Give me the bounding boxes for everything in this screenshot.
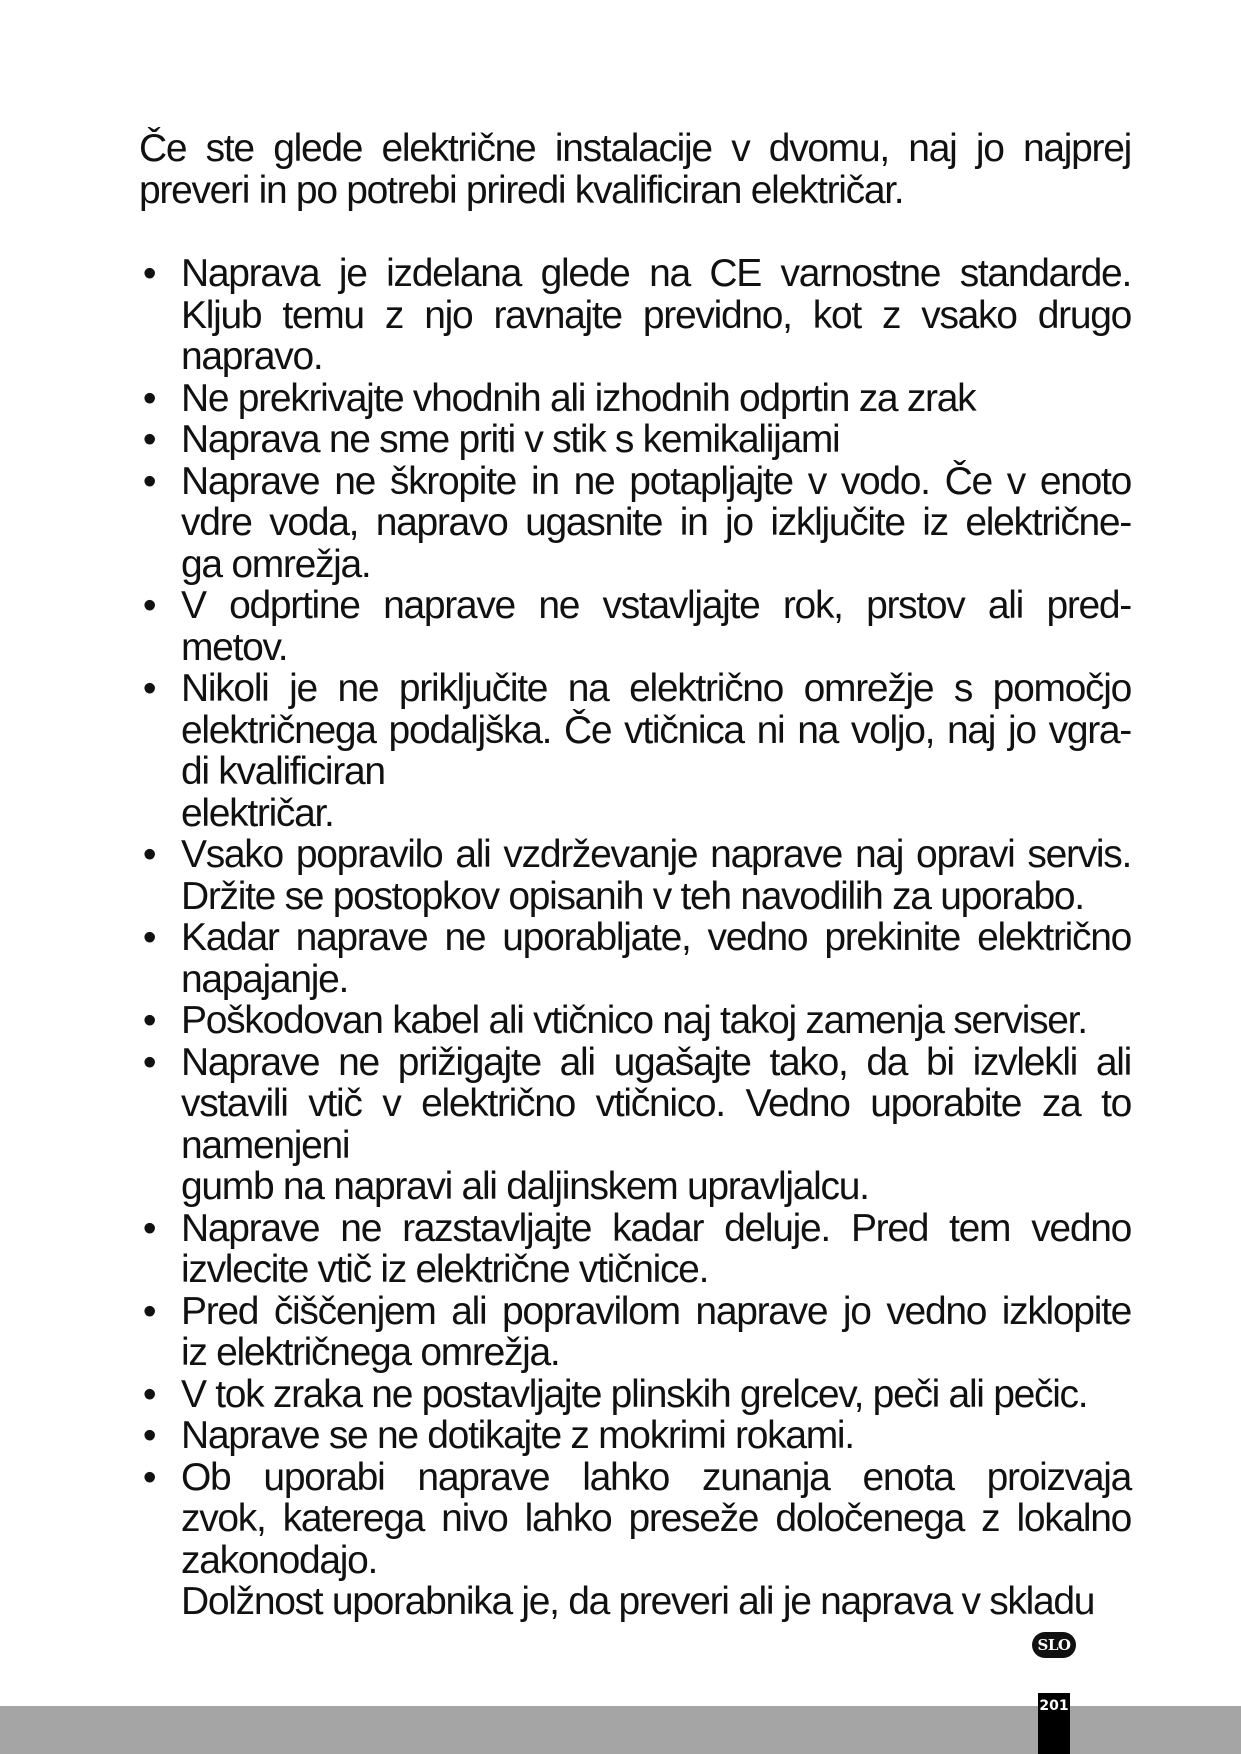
safety-item-line: vdre voda, napravo ugasnite in jo izključite iz električne-: [181, 501, 1131, 544]
safety-item-line: Naprava je izdelana glede na CE varnostne standarde.: [181, 252, 1131, 295]
safety-item-line: Nikoli je ne priključite na električno omrežje s pomočjo: [181, 667, 1131, 710]
safety-item: [139, 585, 1131, 668]
safety-item-line: Naprave ne prižigajte ali ugašajte tako, da bi izvlekli ali: [181, 1040, 1131, 1084]
bullet-icon: •: [142, 1372, 156, 1416]
safety-item-line: Ob uporabi naprave lahko zunanja enota proizvaja: [181, 1455, 1131, 1499]
safety-item-line: metov.: [181, 625, 288, 669]
safety-item-line: gumb na napravi ali daljinskem upravljalcu.: [181, 1165, 869, 1208]
bullet-icon: •: [142, 833, 156, 876]
bullet-icon: •: [142, 376, 156, 420]
page-content: [139, 128, 1131, 1623]
bullet-icon: •: [142, 418, 156, 461]
bullet-icon: •: [142, 999, 156, 1042]
safety-item-line: napravo.: [181, 335, 323, 378]
safety-item-line: Kljub temu z njo ravnajte previdno, kot z vsako drugo: [181, 293, 1131, 337]
safety-item-line: Vsako popravilo ali vzdrževanje naprave naj opravi servis.: [181, 833, 1131, 876]
bullet-icon: •: [142, 459, 156, 503]
intro-paragraph: [139, 128, 1131, 211]
safety-item-line: električnega podaljška. Če vtičnica ni na voljo, naj jo vgra-: [181, 708, 1131, 752]
bullet-icon: •: [142, 1206, 156, 1250]
safety-item-line: Naprave ne razstavljajte kadar deluje. Pred tem vedno: [181, 1206, 1131, 1250]
safety-item-line: Ne prekrivajte vhodnih ali izhodnih odprtin za zrak: [181, 376, 976, 420]
safety-item: [139, 253, 1131, 378]
safety-item-line: Kadar naprave ne uporabljate, vedno prekinite električno: [181, 916, 1131, 959]
intro-line: preveri in po potrebi priredi kvalificiran električar.: [139, 168, 904, 212]
safety-item-line: Držite se postopkov opisanih v teh navodilih za uporabo.: [181, 874, 1084, 918]
safety-item: [139, 1291, 1131, 1374]
safety-item: [139, 1000, 1131, 1042]
safety-item: [139, 1457, 1131, 1623]
safety-item-line: vstavili vtič v električno vtičnico. Vedno uporabite za to: [181, 1082, 1131, 1125]
safety-item-line: di kvalificiran: [181, 750, 385, 793]
safety-item-line: izvlecite vtič iz električne vtičnice.: [181, 1248, 709, 1291]
safety-item-line: Dolžnost uporabnika je, da preveri ali je naprava v skladu: [181, 1580, 1095, 1623]
safety-item-line: V tok zraka ne postavljajte plinskih grelcev, peči ali pečic.: [181, 1372, 1088, 1416]
bullet-icon: •: [142, 584, 156, 627]
safety-item-line: Naprave se ne dotikajte z mokrimi rokami.: [181, 1414, 854, 1457]
bullet-icon: •: [142, 667, 156, 710]
language-badge: SLO: [1032, 1632, 1076, 1658]
safety-item-line: električar.: [181, 791, 334, 835]
safety-item-line: Naprava ne sme priti v stik s kemikalijami: [181, 418, 840, 461]
safety-item: [139, 419, 1131, 461]
safety-item: [139, 1374, 1131, 1416]
bullet-icon: •: [142, 1414, 156, 1457]
safety-item: [139, 378, 1131, 420]
safety-instructions-list: [139, 253, 1131, 1623]
bullet-icon: •: [142, 1455, 156, 1499]
safety-item: [139, 1415, 1131, 1457]
safety-item-line: ga omrežja.: [181, 542, 371, 586]
safety-item-line: V odprtine naprave ne vstavljajte rok, prstov ali pred-: [181, 584, 1131, 627]
safety-item: [139, 1208, 1131, 1291]
safety-item-line: namenjeni: [181, 1123, 350, 1167]
bullet-icon: •: [142, 252, 156, 295]
safety-item: [139, 1042, 1131, 1208]
intro-line: Če ste glede električne instalacije v dvomu, naj jo najprej: [139, 127, 1131, 170]
safety-item-line: Pred čiščenjem ali popravilom naprave jo vedno izklopite: [181, 1289, 1131, 1333]
safety-item-line: iz električnega omrežja.: [181, 1331, 560, 1374]
safety-item-line: Poškodovan kabel ali vtičnico naj takoj zamenja serviser.: [181, 999, 1087, 1042]
bullet-icon: •: [142, 1040, 156, 1084]
safety-item: [139, 668, 1131, 834]
bullet-icon: •: [142, 916, 156, 959]
bullet-icon: •: [142, 1289, 156, 1333]
safety-item: [139, 917, 1131, 1000]
safety-item: [139, 461, 1131, 586]
safety-item-line: Naprave ne škropite in ne potapljajte v vodo. Če v enoto: [181, 459, 1131, 503]
safety-item-line: zakonodajo.: [181, 1538, 378, 1582]
safety-item-line: zvok, katerega nivo lahko preseže določenega z lokalno: [181, 1497, 1131, 1540]
safety-item-line: napajanje.: [181, 957, 348, 1001]
page-number: 201: [1039, 1698, 1069, 1714]
safety-item: [139, 834, 1131, 917]
page-number-tab: [1038, 1693, 1070, 1754]
